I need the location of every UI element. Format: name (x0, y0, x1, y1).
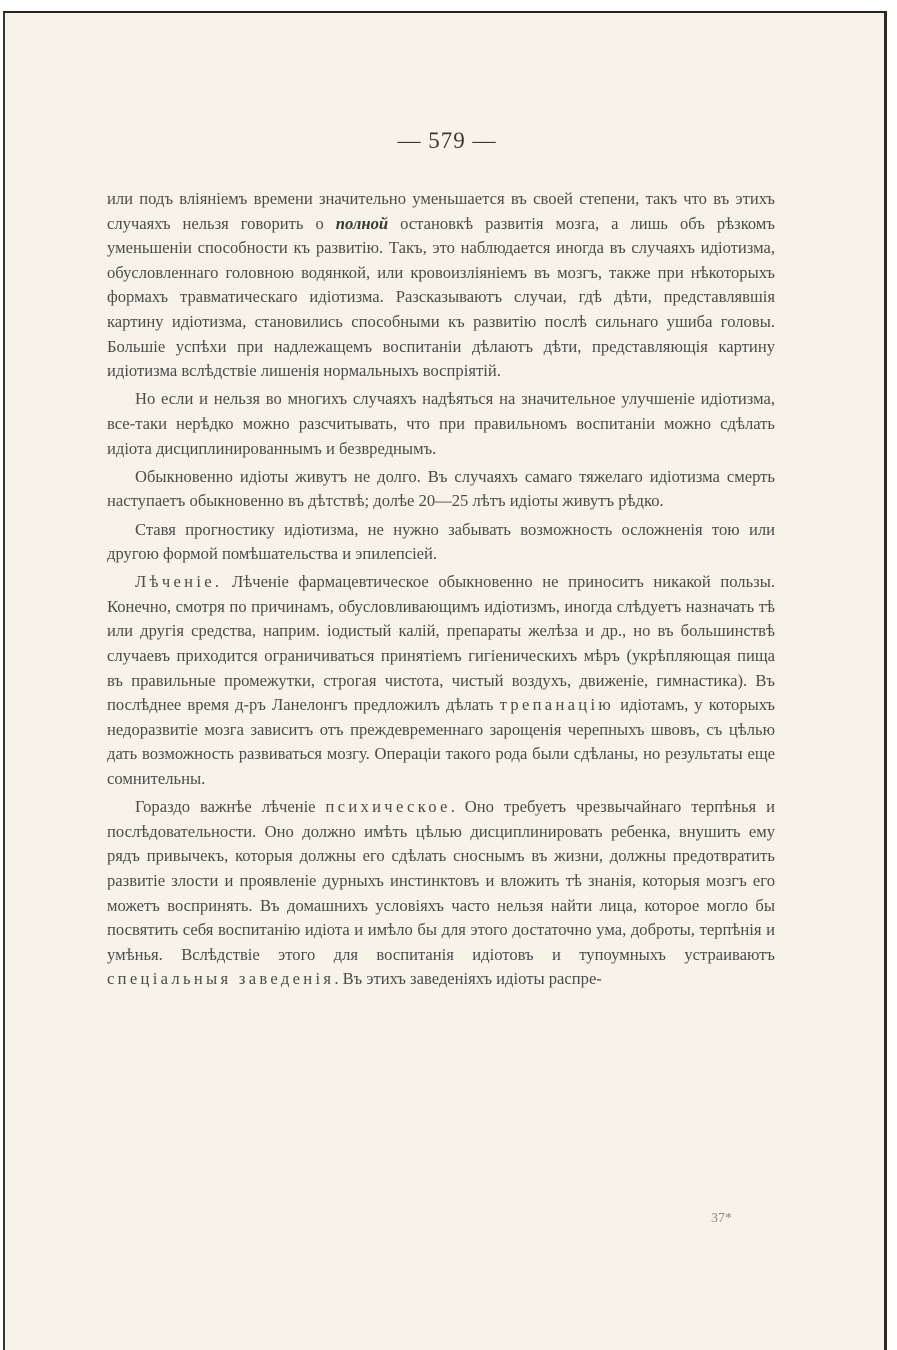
paragraph-5-after: идіотамъ, у которыхъ недоразвитіе мозга зависитъ отъ преждевременнаго зарощенія черепныхъ швовъ, съ цѣлью дать возможность развиваться мозгу. Операціи такого рода были сдѣланы, но результаты еще сомнительны. (107, 695, 776, 789)
term-trepanation: трепанацію (499, 695, 615, 715)
paragraph-1-before: или подъ вліяніемъ времени значительно уменьшается въ своей степени, такъ что въ этихъ случаяхъ нельзя говорить о (107, 189, 775, 233)
paragraph-6 (107, 795, 775, 992)
page-number: — 579 — (397, 128, 497, 153)
signature-mark: 37* (711, 1211, 732, 1226)
book-page (3, 11, 887, 1350)
paragraph-3: Обыкновенно идіоты живутъ не долго. Въ случаяхъ самаго тяжелаго идіотизма смерть наступаетъ обыкновенно въ дѣтствѣ; долѣе 20—25 лѣтъ идіоты живутъ рѣдко. (107, 466, 775, 511)
term-special-institutions: спеціальныя заведенія (107, 969, 335, 989)
paragraph-1 (107, 187, 775, 384)
paragraph-6-after: . Въ этихъ заведеніяхъ идіоты распре- (334, 969, 602, 989)
emphasis-polnoy: полной (335, 213, 389, 233)
paragraph-2: Но если и нельзя во многихъ случаяхъ надѣяться на значительное улучшеніе идіотизма, все-таки нерѣдко можно разсчитывать, что при правильномъ воспитаніи можно сдѣлать идіота дисциплинированнымъ и безвреднымъ. (107, 389, 775, 458)
paragraph-1-after: остановкѣ развитія мозга, а лишь объ рѣзкомъ уменьшеніи способности къ развитію. Такъ, это наблюдается иногда въ случаяхъ идіотизма, обусловленнаго головною водянкой, или кровоизліяніемъ въ мозгъ, также при нѣкоторыхъ формахъ травматическаго идіотизма. Разсказываютъ случаи, гдѣ дѣти, представлявшія картину идіотизма, становились способными къ развитію послѣ сильнаго ушиба головы. Большіе успѣхи при надлежащемъ воспитаніи дѣлаютъ дѣти, представляющія картину идіотизма вслѣдствіе лишенія нормальныхъ воспріятій. (107, 213, 775, 381)
body-text (107, 187, 775, 996)
paragraph-6-middle: . Оно требуетъ чрезвычайнаго терпѣнья и послѣдовательности. Оно должно имѣть цѣлью дисциплинировать ребенка, внушить ему рядъ привычекъ, которыя должны его сдѣлать сноснымъ въ жизни, должны предотвратить развитіе злости и проявленіе дурныхъ инстинктовъ и вложить тѣ знанія, которыя мозгъ его можетъ воспринять. Въ домашнихъ условіяхъ часто нельзя найти лица, которое могло бы посвятить себя воспитанію идіота и имѣло бы для этого достаточно ума, доброты, терпѣнія и умѣнья. Вслѣдствіе этого для воспитанія идіотовъ и тупоумныхъ устраиваютъ (107, 797, 775, 964)
paragraph-4: Ставя прогностику идіотизма, не нужно забывать возможность осложненія тою или другою формой помѣшательства и эпилепсіей. (107, 519, 775, 564)
section-heading-treatment: Лѣченіе. (135, 572, 223, 592)
paragraph-5 (107, 570, 775, 791)
term-psychic: психическое (325, 797, 451, 817)
paragraph-5-text: Лѣченіе фармацевтическое обыкновенно не приноситъ никакой пользы. Конечно, смотря по причинамъ, обусловливающимъ идіотизмъ, иногда слѣдуетъ назначать тѣ или другія средства, наприм. іодистый калій, препараты желѣза и др., но въ большинствѣ случаевъ приходится ограничиваться принятіемъ гигіеническихъ мѣръ (укрѣпляющая пища въ правильные промежутки, строгая чистота, чистый воздухъ, движеніе, гимнастика). Въ послѣднее время д-ръ Ланелонгъ предложилъ дѣлать (107, 572, 775, 715)
paragraph-6-before: Гораздо важнѣе лѣченіе (135, 797, 326, 817)
